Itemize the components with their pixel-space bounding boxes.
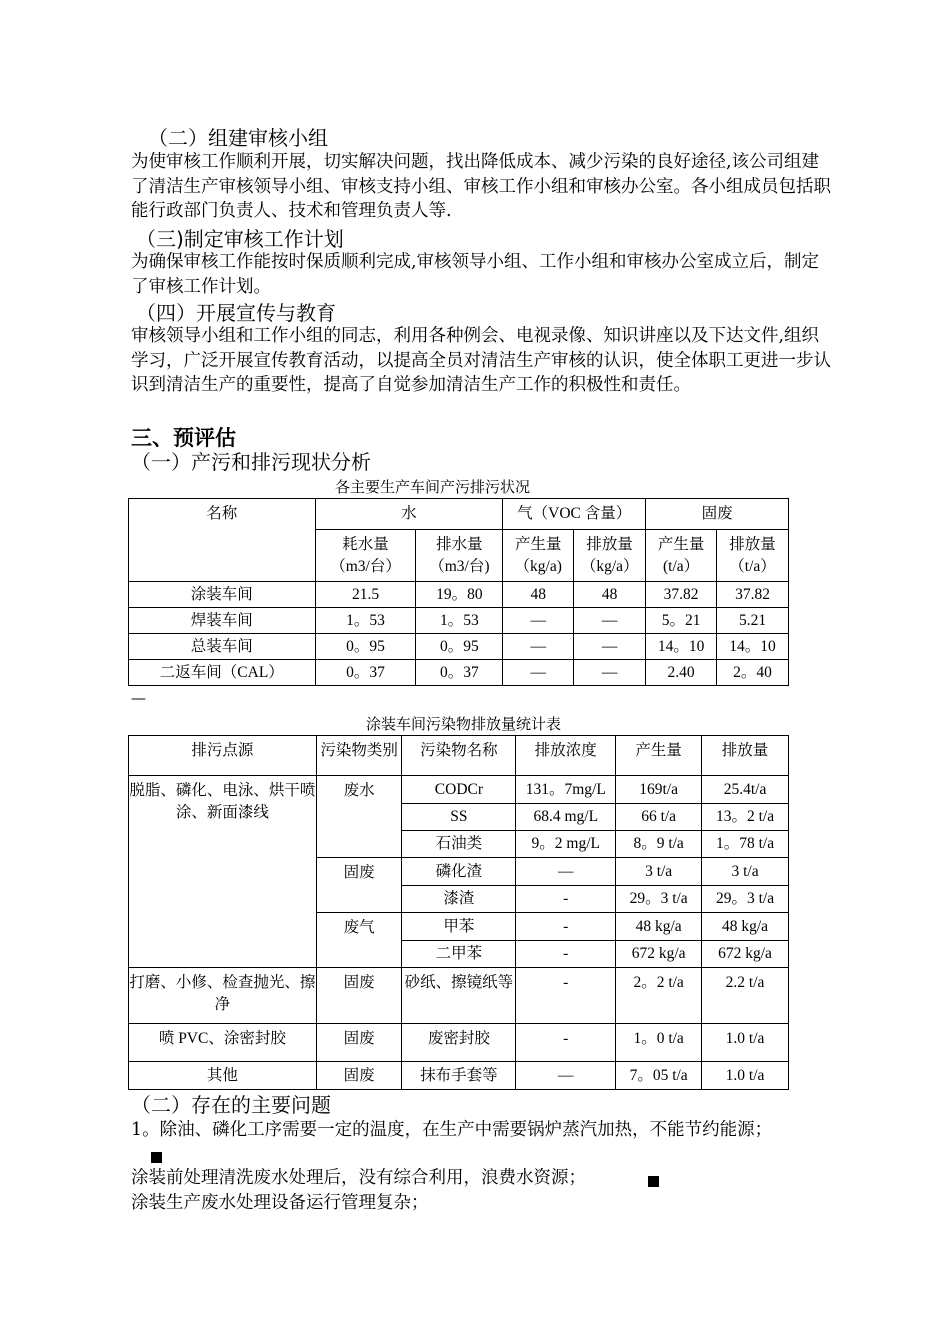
cell: 48 (503, 582, 574, 608)
cell: 0。37 (315, 660, 416, 686)
table-row (129, 582, 789, 608)
cell: 29。3 t/a (702, 886, 789, 913)
cell: 涂装车间 (129, 582, 316, 608)
cell: 48 kg/a (702, 913, 789, 941)
cell: — (516, 858, 616, 886)
cell: 3 t/a (616, 858, 702, 886)
heading-main-problems: （二）存在的主要问题 (131, 1093, 331, 1117)
cell: 131。7mg/L (516, 776, 616, 804)
cell: 8。9 t/a (616, 831, 702, 858)
table-row (129, 1024, 789, 1062)
category-gas: 废气 (316, 913, 402, 968)
cell: 5。21 (646, 608, 717, 634)
cell: 169t/a (616, 776, 702, 804)
header-solid: 固废 (646, 499, 789, 530)
problem-line-3: 涂装生产废水处理设备运行管理复杂； (131, 1193, 429, 1213)
cell: 2.2 t/a (702, 968, 789, 1024)
cell: - (516, 886, 616, 913)
table-row (129, 1062, 789, 1090)
cell: 1。0 t/a (616, 1024, 702, 1062)
paragraph-plan: 为确保审核工作能按时保质顺利完成,审核领导小组、工作小组和审核办公室成立后，制定了审核工作计划。 (131, 252, 820, 297)
cell: 0。95 (416, 634, 503, 660)
cell: 1。53 (315, 608, 416, 634)
cell: 3 t/a (702, 858, 789, 886)
cell: 固废 (316, 968, 402, 1024)
table1-trailing-dash: — (131, 689, 146, 707)
cell: 37.82 (646, 582, 717, 608)
cell: - (516, 968, 616, 1024)
cell: 废密封胶 (402, 1024, 516, 1062)
header-emitted: 排放量 (702, 736, 789, 776)
cell: — (574, 634, 646, 660)
cell: — (574, 660, 646, 686)
table-row (129, 968, 789, 1024)
cell: 1。53 (416, 608, 503, 634)
cell: 672 kg/a (616, 941, 702, 968)
header-pollutant: 污染物名称 (402, 736, 516, 776)
header-concentration: 排放浓度 (516, 736, 616, 776)
cell: — (503, 608, 574, 634)
subheader-gas-produced: 产生量 （kg/a) (503, 530, 574, 582)
subheader-gas-emitted: 排放量 （kg/a） (574, 530, 646, 582)
cell: 68.4 mg/L (516, 804, 616, 831)
cell: 2.40 (646, 660, 717, 686)
heading-team: （二）组建审核小组 (148, 126, 328, 150)
heading-education: （四）开展宣传与教育 (136, 301, 336, 325)
cell: CODCr (402, 776, 516, 804)
cell: 0。37 (416, 660, 503, 686)
cell: 石油类 (402, 831, 516, 858)
cell: 总装车间 (129, 634, 316, 660)
cell: 砂纸、擦镜纸等 (402, 968, 516, 1024)
header-water: 水 (315, 499, 503, 530)
header-name: 名称 (129, 499, 316, 582)
cell: 二返车间（CAL） (129, 660, 316, 686)
subheader-water-consumption: 耗水量 （m3/台） (315, 530, 416, 582)
cell: 37.82 (717, 582, 789, 608)
cell: SS (402, 804, 516, 831)
cell: - (516, 913, 616, 941)
cell: 66 t/a (616, 804, 702, 831)
cell: 甲苯 (402, 913, 516, 941)
cell: 1.0 t/a (702, 1024, 789, 1062)
header-gas: 气（VOC 含量） (503, 499, 646, 530)
category-water: 废水 (316, 776, 402, 858)
cell: 磷化渣 (402, 858, 516, 886)
paragraph-team: 为使审核工作顺利开展，切实解决问题，找出降低成本、减少污染的良好途径,该公司组建了清洁生产审核领导小组、审核支持小组、审核工作小组和审核办公室。各小组成员包括职能行政部门负责人、技术和管理负责人等. (131, 152, 831, 221)
cell: - (516, 941, 616, 968)
problem-line-2: 涂装前处理清洗废水处理后，没有综合利用，浪费水资源； (131, 1168, 586, 1188)
cell: 打磨、小修、检查抛光、擦净 (129, 968, 317, 1024)
cell: 抹布手套等 (402, 1062, 516, 1090)
cell: 固废 (316, 1024, 402, 1062)
header-produced: 产生量 (616, 736, 702, 776)
cell: 9。2 mg/L (516, 831, 616, 858)
cell: 29。3 t/a (616, 886, 702, 913)
subheader-solid-discharged: 排放量 （t/a） (717, 530, 789, 582)
cell: 喷 PVC、涂密封胶 (129, 1024, 317, 1062)
cell: — (516, 1062, 616, 1090)
cell: 48 kg/a (616, 913, 702, 941)
cell: 焊装车间 (129, 608, 316, 634)
cell: 14。10 (717, 634, 789, 660)
header-source: 排污点源 (129, 736, 317, 776)
cell: - (516, 1024, 616, 1062)
cell: 672 kg/a (702, 941, 789, 968)
subheader-solid-produced: 产生量 (t/a） (646, 530, 717, 582)
cell: — (574, 608, 646, 634)
cell: 1。78 t/a (702, 831, 789, 858)
workshop-pollution-table (128, 498, 789, 686)
table-row (129, 660, 789, 686)
subheader-water-discharge: 排水量 （m3/台) (416, 530, 503, 582)
table-row (129, 776, 789, 804)
table2-caption: 涂装车间污染物排放量统计表 (366, 715, 562, 733)
cell: 21.5 (315, 582, 416, 608)
cell: 5.21 (717, 608, 789, 634)
painting-emission-table (128, 735, 789, 1090)
paragraph-education: 审核领导小组和工作小组的同志，利用各种例会、电视录像、知识讲座以及下达文件,组织学习，广泛开展宣传教育活动，以提高全员对清洁生产审核的认识，使全体职工更进一步认识到清洁生产的重要性，提高了自觉参加清洁生产工作的积极性和责任。 (131, 326, 831, 395)
cell: 二甲苯 (402, 941, 516, 968)
cell: 14。10 (646, 634, 717, 660)
cell: 1.0 t/a (702, 1062, 789, 1090)
header-category: 污染物类别 (316, 736, 402, 776)
cell: 漆渣 (402, 886, 516, 913)
cell: 0。95 (315, 634, 416, 660)
section-pre-assessment: 三、预评估 (131, 426, 236, 450)
cell: 13。2 t/a (702, 804, 789, 831)
table-row (129, 608, 789, 634)
cell: 25.4t/a (702, 776, 789, 804)
cell: 19。80 (416, 582, 503, 608)
cell: 其他 (129, 1062, 317, 1090)
heading-pollution-analysis: （一）产污和排污现状分析 (131, 450, 371, 474)
cell: 2。40 (717, 660, 789, 686)
heading-plan: （三)制定审核工作计划 (136, 227, 344, 251)
source-painting-line: 脱脂、磷化、电泳、烘干喷涂、新面漆线 (129, 776, 317, 968)
table1-caption: 各主要生产车间产污排污状况 (335, 478, 531, 496)
cell: 7。05 t/a (616, 1062, 702, 1090)
problem-line-1: 1。除油、磷化工序需要一定的温度，在生产中需要锅炉蒸汽加热，不能节约能源； (131, 1120, 773, 1140)
cell: 固废 (316, 1062, 402, 1090)
cell: 2。2 t/a (616, 968, 702, 1024)
cell: — (503, 660, 574, 686)
cell: — (503, 634, 574, 660)
bullet-square-icon (151, 1147, 162, 1166)
cell: 48 (574, 582, 646, 608)
table-row (129, 634, 789, 660)
category-solid: 固废 (316, 858, 402, 913)
bullet-square-icon (648, 1171, 659, 1190)
